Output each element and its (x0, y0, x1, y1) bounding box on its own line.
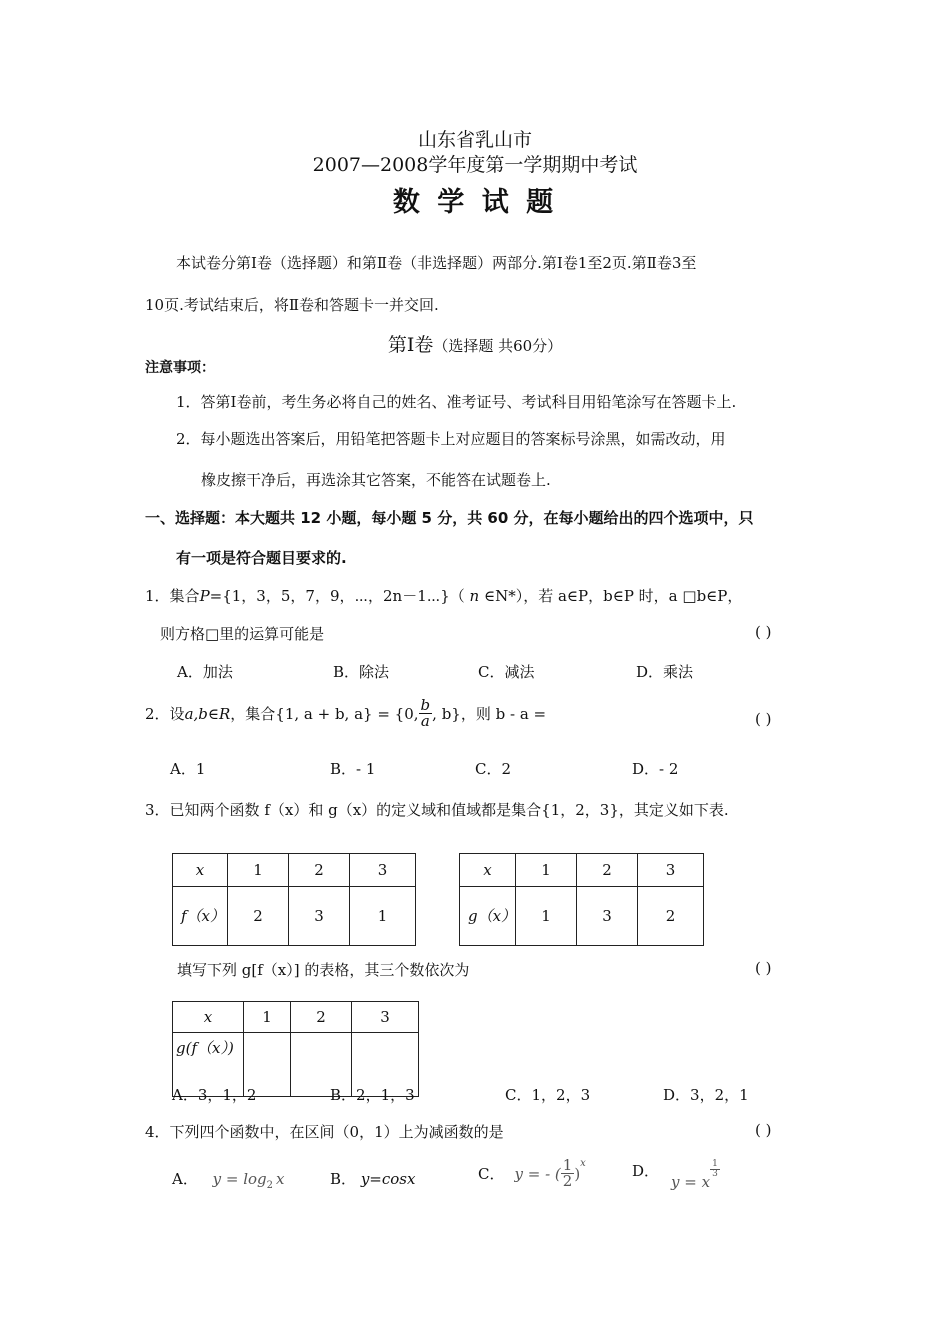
section1-line2: 有一项是符合题目要求的. (176, 549, 347, 567)
table-g-row-label: g（x） (460, 887, 516, 946)
table-g-val-2: 3 (577, 887, 638, 946)
table-f (172, 853, 416, 946)
table-g (459, 853, 704, 946)
part1-title: 第Ⅰ卷 (387, 334, 434, 356)
q3-num: 3． (145, 801, 170, 819)
intro-line1: 本试卷分第Ⅰ卷（选择题）和第Ⅱ卷（非选择题）两部分.第Ⅰ卷1至2页.第Ⅱ卷3至 (176, 254, 697, 272)
q4-option-c-frac-den: 2 (562, 1172, 573, 1190)
q4-option-c-fraction (561, 1158, 575, 1189)
header-line1: 山东省乳山市 (417, 129, 532, 151)
table-gf (172, 1001, 419, 1097)
q4-option-d (632, 1159, 720, 1191)
q2-option-c: C．2 (475, 760, 512, 778)
notice-item2b: 橡皮擦干净后，再选涂其它答案，不能答在试题卷上. (201, 471, 551, 489)
q4-line1 (145, 1121, 504, 1142)
q4-option-b (330, 1168, 415, 1189)
q3-option-d: D．3，2，1 (663, 1086, 749, 1104)
table-g-head-1: 1 (516, 854, 577, 887)
header-line2: 2007—2008学年度第一学期期中考试 (312, 154, 638, 176)
q4-option-c-label: C． (478, 1165, 505, 1183)
q1-option-a: A．加法 (177, 663, 233, 681)
q3-text: 已知两个函数 f（x）和 g（x）的定义域和值域都是集合{1，2，3}，其定义如下表. (169, 801, 729, 819)
q4-option-d-exponent (710, 1160, 720, 1179)
q1-option-c: C．减法 (478, 663, 535, 681)
q2-frac-num: b (420, 696, 431, 714)
q3-answer-paren: ( ) (755, 959, 772, 977)
table-f-val-3: 1 (350, 887, 416, 946)
q2-fraction (419, 698, 433, 729)
q4-option-d-expr: y = x (671, 1173, 711, 1191)
q4-option-d-label: D． (632, 1162, 660, 1180)
q4-option-c (478, 1158, 586, 1189)
table-f-head-x: x (195, 861, 205, 879)
q4-option-d-sup-num: 1 (712, 1159, 718, 1169)
q3-option-c: C．1，2，3 (505, 1086, 591, 1104)
notice-item2a: 2．每小题选出答案后，用铅笔把答题卡上对应题目的答案标号涂黑，如需改动，用 (176, 430, 726, 448)
intro-line2: 10页.考试结束后，将Ⅱ卷和答题卡一并交回. (145, 296, 439, 314)
q2-option-a: A．1 (170, 760, 206, 778)
q2-text: 设 (169, 705, 185, 723)
q4-option-d-sup-den: 3 (712, 1169, 718, 1179)
q1-answer-paren: ( ) (755, 623, 772, 641)
q4-text: 下列四个函数中，在区间（0，1）上为减函数的是 (169, 1123, 504, 1141)
q4-option-a-expr: y = log (212, 1170, 267, 1188)
table-gf-head-3: 3 (352, 1002, 419, 1033)
table-g-val-3: 2 (638, 887, 704, 946)
q4-option-a-label: A． (172, 1170, 198, 1188)
q4-option-a (172, 1168, 284, 1191)
q1-line1: 1．集合P={1，3，5，7，9，⋯，2n－1⋯}（ n ∈N*），若 a∈P，b∈P 时，a □b∈P， (145, 587, 743, 605)
table-gf-row-label: g(f（x）) (173, 1033, 244, 1097)
q4-option-c-frac-num: 1 (562, 1156, 573, 1174)
page-title: 数 学 试 题 (392, 187, 558, 218)
table-g-head-x: x (483, 861, 492, 879)
q1-text-a: 集合 (169, 587, 200, 605)
q4-option-b-expr: y=cosx (360, 1170, 416, 1188)
table-g-head-2: 2 (577, 854, 638, 887)
section1-line1: 一、选择题：本大题共 12 小题，每小题 5 分，共 60 分，在每小题给出的四个选项中，只 (145, 509, 754, 527)
q1-num: 1． (145, 587, 170, 605)
q2-option-d: D．- 2 (632, 760, 679, 778)
q2-option-b: B．- 1 (330, 760, 376, 778)
q2-line1 (145, 698, 546, 729)
q4-option-a-sub: 2 (266, 1180, 274, 1191)
notice-heading: 注意事项： (145, 360, 215, 376)
table-f-head-3: 3 (350, 854, 416, 887)
table-f-head-1: 1 (228, 854, 289, 887)
q1-text-b: ={1，3，5，7，9，⋯，2n－1⋯}（ (209, 587, 465, 605)
q4-option-c-sup: x (580, 1158, 586, 1169)
q2-set-end: , b}，则 b - a = (432, 705, 547, 723)
q1-line2: 则方格□里的运算可能是 (160, 625, 325, 643)
part1-subtitle: （选择题 共60分） (433, 337, 563, 355)
table-g-val-1: 1 (516, 887, 577, 946)
q1-option-b: B．除法 (333, 663, 390, 681)
q1-option-d: D．乘法 (636, 663, 694, 681)
q2-num: 2． (145, 705, 170, 723)
q4-num: 4． (145, 1123, 170, 1141)
table-gf-head-2: 2 (291, 1002, 352, 1033)
q4-option-b-label: B． (330, 1170, 357, 1188)
q4-option-c-expr: y = - ( (514, 1164, 561, 1183)
q2-cond: a,b∈R (184, 704, 231, 723)
q4-option-a-var: x (276, 1170, 285, 1188)
q2-answer-paren: ( ) (755, 710, 772, 728)
table-f-val-1: 2 (228, 887, 289, 946)
table-f-val-2: 3 (289, 887, 350, 946)
notice-item1: 1．答第Ⅰ卷前，考生务必将自己的姓名、准考证号、考试科目用铅笔涂写在答题卡上. (176, 393, 737, 411)
table-f-head-2: 2 (289, 854, 350, 887)
q1-text-c: ∈N*），若 a∈P，b∈P 时，a □b∈P， (483, 587, 743, 605)
q3-option-b: B．2，1，3 (330, 1086, 415, 1104)
q4-answer-paren: ( ) (755, 1121, 772, 1139)
q4-option-c-close: ) (574, 1164, 581, 1183)
part1-heading (0, 330, 950, 357)
table-f-row-label: f（x） (173, 887, 228, 946)
q3-line1 (145, 799, 729, 820)
q3-option-a: A．3，1，2 (172, 1086, 257, 1104)
table-g-head-3: 3 (638, 854, 704, 887)
table-gf-head-x: x (203, 1008, 213, 1026)
q3-fill-text: 填写下列 g[f（x）] 的表格，其三个数依次为 (177, 961, 470, 979)
table-gf-head-1: 1 (244, 1002, 291, 1033)
q2-set-text: ，集合{1, a + b, a} = {0, (230, 705, 419, 723)
q2-frac-den: a (420, 712, 430, 730)
